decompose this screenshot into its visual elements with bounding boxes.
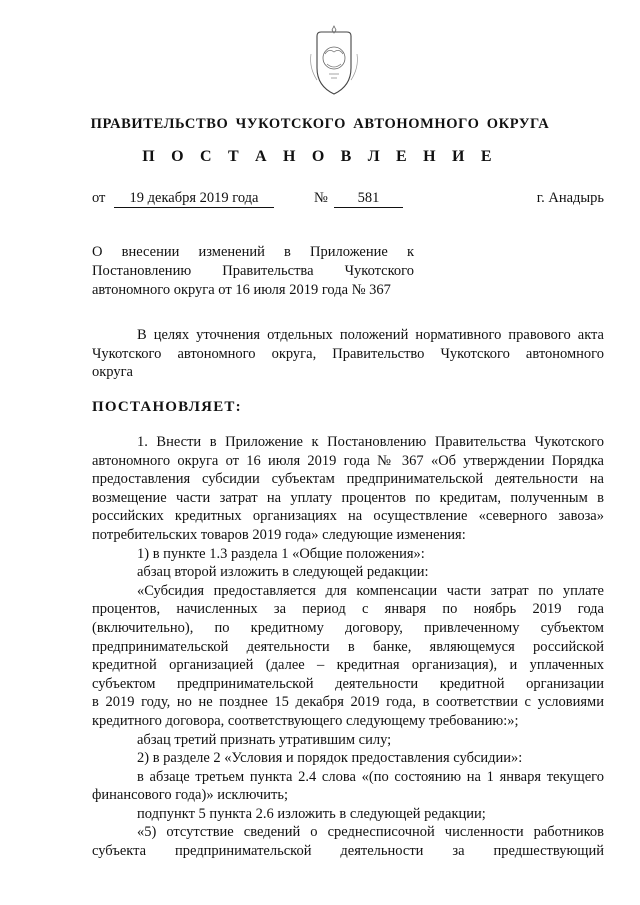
body-line: 1) в пункте 1.3 раздела 1 «Общие положения»: [137,545,425,562]
body-line: автономного округа от 16 июля 2019 года № 367 «Об утверждении Порядка [92,452,604,469]
document-subject [92,243,414,300]
preamble-line: Чукотского автономного округа, Правительство Чукотского автономного [92,345,604,362]
body-line: финансового года)» исключить; [92,787,288,804]
body-line: «5) отсутствие сведений о среднесписочной численности работников [137,824,604,841]
body-line: процентов, начисленных за период с января по ноябрь 2019 года [92,601,604,618]
preamble-paragraph [92,326,604,382]
body-line: абзац второй изложить в следующей редакции: [137,564,429,581]
body-line: 2) в разделе 2 «Условия и порядок предоставления субсидии»: [137,750,523,767]
body-line: возмещение части затрат на уплату процентов по кредитам, полученным в [92,489,604,506]
document-type-heading: П О С Т А Н О В Л Е Н И Е [142,148,498,165]
body-line: предпринимательской деятельности в банке, являющемуся российской [92,638,604,655]
body-line: подпункт 5 пункта 2.6 изложить в следующей редакции; [137,805,486,822]
subject-line: О внесении изменений в Приложение к [92,244,414,260]
document-body [92,433,604,861]
body-line: абзац третий признать утратившим силу; [137,731,392,748]
subject-line: Постановлению Правительства Чукотского [92,263,414,279]
body-line: субъектом предпринимательской деятельности кредитной организации [92,675,604,692]
body-line: 1. Внести в Приложение к Постановлению Правительства Чукотского [137,434,604,450]
body-line: кредитного договора, соответствующего следующему требованию:»; [92,712,519,729]
body-line: в абзаце третьем пункта 2.4 слова «(по состоянию на 1 января текущего [137,768,604,785]
document-city: г. Анадырь [536,190,604,206]
date-prefix: от [92,190,106,206]
document-meta-row [92,190,604,210]
document-date: 19 декабря 2019 года [114,190,274,208]
resolves-heading: ПОСТАНОВЛЯЕТ: [92,399,242,415]
preamble-line: В целях уточнения отдельных положений нормативного правового акта [137,327,604,343]
subject-line: автономного округа от 16 июля 2019 года № 367 [92,282,391,298]
government-title: ПРАВИТЕЛЬСТВО ЧУКОТСКОГО АВТОНОМНОГО ОКРУГА [90,116,550,132]
body-line: российских кредитных организациях на осуществление «северного завоза» [92,508,604,525]
body-line: в 2019 году, но не позднее 15 декабря 2019 года, в соответствии с условиями [92,694,604,711]
body-line: субъекта предпринимательской деятельности за предшествующий [92,843,604,860]
body-line: «Субсидия предоставляется для компенсации части затрат по уплате [137,582,604,599]
body-line: (включительно), по кредитному договору, привлеченному субъектом [92,619,604,636]
preamble-line: округа [92,364,133,381]
body-line: предоставления субсидии субъектам предпринимательской деятельности на [92,471,604,488]
coat-of-arms-icon [307,24,361,100]
document-number: 581 [334,190,403,208]
body-line: потребительских товаров 2019 года» следующие изменения: [92,526,466,543]
body-line: кредитной организацией (далее – кредитная организация), и уплаченных [92,657,604,674]
number-prefix: № [314,190,328,206]
